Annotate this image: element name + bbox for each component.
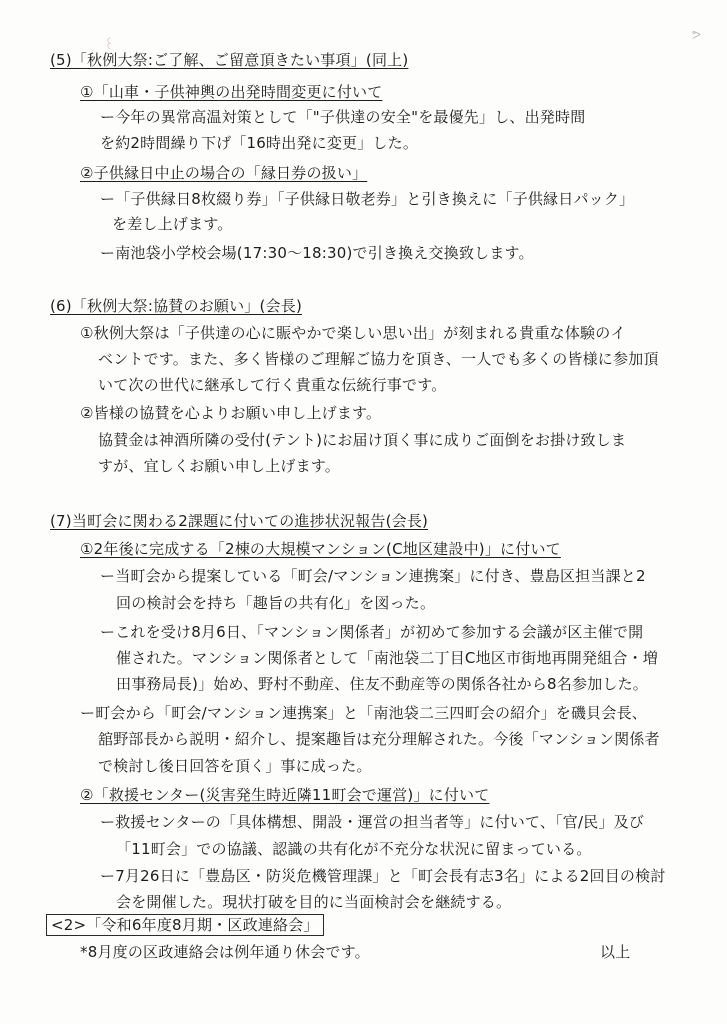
section-7-item-1-line-1: ー当町会から提案している「町会/マンション連携案」に付き、豊島区担当課と2 <box>100 567 646 585</box>
section-5-item-1-line-1: ー今年の異常高温対策として「"子供達の安全"を最優先」し、出発時間 <box>100 108 586 126</box>
section-7-item-1-line-5: 田事務局長)」始め、野村不動産、住友不動産等の関係各社から8名参加した。 <box>116 675 648 693</box>
section-7-item-1-line-7: 舘野部長から説明・紹介し、提案趣旨は充分理解された。今後「マンション関係者 <box>98 730 660 748</box>
closing-text: 以上 <box>600 943 631 961</box>
section-7-item-2-line-4: 会を開催した。現状打破を目的に当面検討会を継続する。 <box>116 893 512 911</box>
section-7-item-1-line-4: 催された。マンション関係者として「南池袋二丁目C地区市街地再開発組合・増 <box>116 649 659 667</box>
section-6-line-5: 協賛金は神酒所隣の受付(テント)にお届け頂く事に成りご面倒をお掛け致しま <box>98 431 627 449</box>
section-7-item-1-line-2: 回の検討会を持ち「趣旨の共有化」を図った。 <box>116 594 436 612</box>
section-7-item-1-line-6: ー町会から「町会/マンション連携案」と「南池袋二三四町会の紹介」を磯貝会長、 <box>80 704 647 722</box>
section-5-item-2-title: ②子供縁日中止の場合の「縁日券の扱い」 <box>80 164 368 182</box>
section-5-item-1-title: ①「山車・子供神輿の出発時間変更に付いて <box>80 83 383 101</box>
section-6-line-6: すが、宜しくお願い申し上げます。 <box>98 457 341 475</box>
section-6-line-3: いて次の世代に継承して行く貴重な伝統行事です。 <box>98 376 447 394</box>
red-pen-mark: ꒰ <box>104 38 115 53</box>
section-7-item-2-line-2: 「11町会」での協議、認識の共有化が不充分な状況に留まっている。 <box>116 840 592 858</box>
section-7-item-2-line-1: ー救援センターの「具体構想、開設・運営の担当者等」に付いて、「官/民」及び <box>100 813 645 831</box>
section-2-note: *8月度の区政連絡会は例年通り休会です。 <box>80 943 370 961</box>
section-5-item-1-line-2: を約2時間繰り下げ「16時出発に変更」した。 <box>100 134 419 152</box>
corner-mark: ᕗ <box>692 28 701 42</box>
section-7-item-2-title: ②「救援センター(災害発生時近隣11町会で運営)」に付いて <box>80 786 490 804</box>
section-7-item-1-line-8: で検討し後日回答を頂く」事に成った。 <box>98 757 372 775</box>
section-6-title: (6)「秋例大祭:協賛のお願い」(会長) <box>50 297 303 315</box>
section-5-item-2-line-3: ー南池袋小学校会場(17:30〜18:30)で引き換え交換致します。 <box>100 244 534 262</box>
section-7-item-2-line-3: ー7月26日に「豊島区・防災危機管理課」と「町会長有志3名」による2回目の検討 <box>100 867 666 885</box>
section-6-line-4: ②皆様の協賛を心よりお願い申し上げます。 <box>80 404 382 422</box>
section-7-item-1-title: ①2年後に完成する「2棟の大規模マンション(C地区建設中)」に付いて <box>80 540 561 558</box>
section-5-item-2-line-1: ー「子供縁日8枚綴り券」「子供縁日敬老券」と引き換えに「子供縁日パック」 <box>100 190 635 208</box>
section-7-title: (7)当町会に関わる2課題に付いての進捗状況報告(会長) <box>50 512 429 530</box>
section-2-title: <2>「令和6年度8月期・区政連絡会」 <box>46 914 324 936</box>
section-5-title: (5)「秋例大祭:ご了解、ご留意頂きたい事項」(同上) <box>50 51 409 69</box>
section-5-item-2-line-2: を差し上げます。 <box>112 215 233 233</box>
section-7-item-1-line-3: ーこれを受け8月6日、「マンション関係者」が初めて参加する会議が区主催で開 <box>100 623 644 641</box>
section-6-line-1: ①秋例大祭は「子供達の心に賑やかで楽しい思い出」が刻まれる貴重な体験のイ <box>80 324 626 342</box>
section-6-line-2: ベントです。また、多く皆様のご理解ご協力を頂き、一人でも多くの皆様に参加頂 <box>98 350 659 368</box>
